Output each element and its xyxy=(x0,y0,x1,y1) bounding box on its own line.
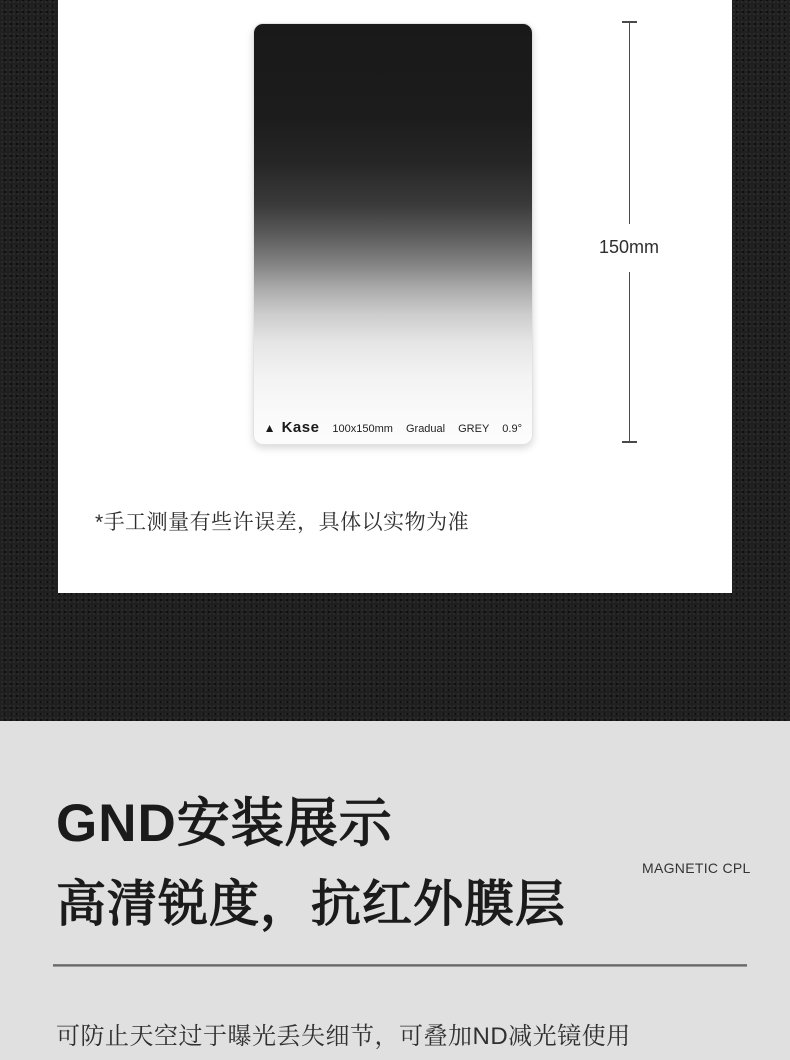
gnd-filter-image xyxy=(253,23,533,445)
section-title-line1: GND安装展示 xyxy=(56,794,393,853)
kase-triangle-logo-icon: ▲ xyxy=(263,421,276,435)
filter-color: GREY xyxy=(458,423,490,435)
section-title-line2: 高清锐度，抗红外膜层 xyxy=(56,876,566,932)
filter-print-label xyxy=(264,419,522,436)
dimension-line-top xyxy=(629,22,630,224)
section-description: 可防止天空过于曝光丢失细节，可叠加ND减光镜使用 xyxy=(56,1023,631,1050)
filter-density: 0.9° xyxy=(502,423,522,435)
filter-brand: Kase xyxy=(281,419,320,436)
corner-label: MAGNETIC CPL xyxy=(642,860,751,876)
info-section xyxy=(0,721,790,1060)
filter-size: 100x150mm xyxy=(332,423,393,435)
product-card xyxy=(58,0,732,593)
measurement-disclaimer: *手工测量有些许误差，具体以实物为准 xyxy=(95,511,470,534)
dimension-label: 150mm xyxy=(598,237,660,257)
dimension-cap-bottom xyxy=(622,441,637,443)
dimension-line-bottom xyxy=(629,272,630,442)
section-divider xyxy=(53,964,747,967)
filter-type: Gradual xyxy=(405,423,446,435)
